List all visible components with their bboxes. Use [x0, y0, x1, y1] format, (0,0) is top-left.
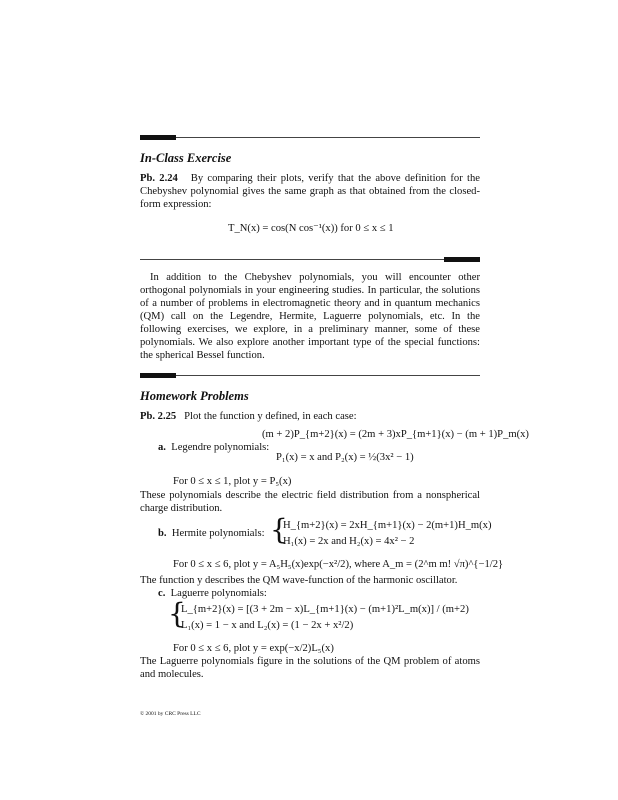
section-rule-top: [176, 137, 480, 138]
homework-heading: Homework Problems: [140, 389, 249, 403]
pb-2-24-label: Pb. 2.24: [140, 173, 178, 184]
hermite-brace: {: [270, 513, 288, 546]
item-a-line: [158, 441, 269, 454]
body-paragraph: In addition to the Chebyshev polynomials, you will encounter other orthogonal polynomials in your engineering studies. In particular, the solutions of a number of problems in electromagnetic theory and in quantum mechanics (QM) call on the Legendre, Hermite, Laguerre polynomials, etc. In the following exercises, we explore, in a preliminary manner, some of these polynomials. We also explore another important type of the special functions: the spherical Bessel function.: [140, 272, 480, 361]
pb-2-25-text: Plot the function y defined, in each case:: [184, 411, 357, 422]
item-b-line: [158, 527, 265, 540]
homework-bar-left: [140, 373, 176, 378]
item-c-range: For 0 ≤ x ≤ 6, plot y = exp(−x/2)L₅(x): [173, 643, 334, 654]
legendre-recurrence: (m + 2)P_{m+2}(x) = (2m + 3)xP_{m+1}(x) − (m + 1)P_m(x): [262, 429, 529, 440]
item-a-range: For 0 ≤ x ≤ 1, plot y = P₅(x): [173, 476, 292, 487]
item-b-description: The function y describes the QM wave-function of the harmonic oscillator.: [140, 575, 458, 586]
item-c-description: The Laguerre polynomials figure in the solutions of the QM problem of atoms and molecules.: [140, 656, 480, 680]
item-b-text: Hermite polynomials:: [171, 528, 265, 539]
hermite-initial: H₁(x) = 2x and H₂(x) = 4x² − 2: [283, 536, 415, 547]
chebyshev-equation: T_N(x) = cos(N cos⁻¹(x)) for 0 ≤ x ≤ 1: [228, 223, 394, 234]
section-rule-bottom: [140, 259, 444, 260]
homework-rule-top: [176, 375, 480, 376]
pb-2-24-paragraph: [140, 172, 480, 211]
item-b-range: For 0 ≤ x ≤ 6, plot y = A₅H₅(x)exp(−x²/2), where A_m = (2^m m! √π)^{−1/2}: [173, 559, 504, 570]
laguerre-brace: {: [168, 597, 186, 630]
laguerre-recurrence: L_{m+2}(x) = [(3 + 2m − x)L_{m+1}(x) − (m+1)²L_m(x)] / (m+2): [181, 604, 469, 615]
in-class-heading: In-Class Exercise: [140, 151, 232, 165]
chebyshev-closed-form: [228, 222, 394, 235]
item-c-text: Laguerre polynomials:: [170, 588, 267, 599]
pb-2-25-line: [140, 410, 480, 423]
item-a-label: a.: [158, 442, 166, 453]
laguerre-initial: L₁(x) = 1 − x and L₂(x) = (1 − 2x + x²/2): [181, 620, 354, 631]
item-a-text: Legendre polynomials:: [171, 442, 270, 453]
legendre-initial: P₁(x) = x and P₂(x) = ½(3x² − 1): [276, 452, 414, 463]
item-a-description: These polynomials describe the electric field distribution from a nonspherical charge distribution.: [140, 490, 480, 514]
hermite-recurrence: H_{m+2}(x) = 2xH_{m+1}(x) − 2(m+1)H_m(x): [283, 520, 492, 531]
item-c-label: c.: [158, 588, 166, 599]
pb-2-24-text: By comparing their plots, verify that the above definition for the Chebyshev polynomial gives the same graph as that obtained from the closed-form expression:: [140, 173, 481, 210]
pb-2-25-label: Pb. 2.25: [140, 411, 177, 422]
section-bar-left: [140, 135, 176, 140]
item-b-label: b.: [158, 528, 167, 539]
copyright-footer: © 2001 by CRC Press LLC: [140, 711, 201, 717]
section-bar-right: [444, 257, 480, 262]
